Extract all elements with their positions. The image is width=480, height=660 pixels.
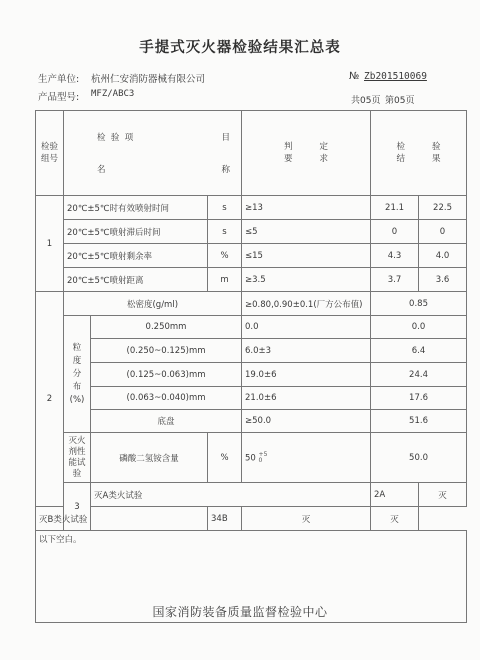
header-item (64, 111, 242, 196)
item-name: 0.250mm (91, 316, 242, 339)
header-row (36, 111, 467, 196)
item-unit: m (208, 268, 242, 292)
result-1: 3.7 (371, 268, 419, 292)
item-unit: % (208, 433, 242, 483)
header-item-left: 检 验 项 (97, 133, 134, 143)
result: 0.85 (371, 292, 467, 316)
result: 51.6 (371, 410, 467, 433)
table-row (36, 410, 467, 433)
header-item-right: 目 (221, 133, 231, 143)
group-number: 1 (36, 196, 64, 292)
result: 24.4 (371, 363, 467, 387)
table-row (36, 363, 467, 387)
header-result: 检 验 结 果 (371, 111, 467, 196)
requirement (242, 433, 371, 483)
requirement: 21.0±6 (242, 387, 371, 410)
item-name: 20℃±5℃喷射剩余率 (64, 244, 208, 268)
item-name: 灭B类火试验 (36, 507, 208, 531)
table-row (36, 339, 467, 363)
result-1: 灭 (419, 483, 467, 507)
model-label: 产品型号: (38, 92, 80, 103)
item-name: 20℃±5℃喷射滞后时间 (64, 220, 208, 244)
requirement: ≤5 (242, 220, 371, 244)
header-item-unit: 称 (221, 165, 231, 175)
result-2: 4.0 (419, 244, 467, 268)
requirement: ≥3.5 (242, 268, 371, 292)
table-row (36, 268, 467, 292)
table-row (36, 507, 467, 531)
remark-text: 以下空白。 (36, 531, 467, 623)
requirement: 6.0±3 (242, 339, 371, 363)
item-name: (0.063~0.040)mm (91, 387, 242, 410)
table-row (36, 244, 467, 268)
item-name: 松密度(g/ml) (64, 292, 242, 316)
header-group: 检验 组号 (36, 111, 64, 196)
table-row (36, 387, 467, 410)
result-2: 灭 (371, 507, 419, 531)
result: 17.6 (371, 387, 467, 410)
result-2: 3.6 (419, 268, 467, 292)
table-row (36, 196, 467, 220)
item-name: 20℃±5℃时有效喷射时间 (64, 196, 208, 220)
requirement: ≥50.0 (242, 410, 371, 433)
item-unit: s (208, 196, 242, 220)
table-row (36, 483, 467, 507)
result: 50.0 (371, 433, 467, 483)
group-number: 3 (64, 483, 91, 531)
tolerance-minus: 0 (258, 456, 263, 464)
manufacturer-value: 杭州仁安消防器械有限公司 (91, 74, 206, 85)
requirement-value: 50 (245, 453, 256, 463)
particle-size-label: 粒 度 分 布 (%) (64, 316, 91, 433)
result-1: 灭 (242, 507, 371, 531)
result-1: 21.1 (371, 196, 419, 220)
result-1: 4.3 (371, 244, 419, 268)
table-row (36, 316, 467, 339)
result: 0.0 (371, 316, 467, 339)
group-number: 2 (36, 292, 64, 507)
header-req: 判 定 要 求 (242, 111, 371, 196)
result-1: 0 (371, 220, 419, 244)
item-name: (0.250~0.125)mm (91, 339, 242, 363)
tolerance (259, 452, 268, 464)
requirement: 34B (208, 507, 242, 531)
requirement: ≤15 (242, 244, 371, 268)
report-title: 手提式灭火器检验结果汇总表 (139, 40, 341, 56)
issuing-organization: 国家消防装备质量监督检验中心 (152, 605, 328, 619)
tolerance-plus: +5 (258, 450, 268, 458)
requirement: 19.0±6 (242, 363, 371, 387)
results-table (35, 110, 467, 623)
table-row (36, 292, 467, 316)
item-unit: % (208, 244, 242, 268)
requirement: 0.0 (242, 316, 371, 339)
item-name: 20℃±5℃喷射距离 (64, 268, 208, 292)
header-item-name: 名 (97, 165, 106, 175)
page-current: 第05页 (385, 96, 415, 106)
result-2: 0 (419, 220, 467, 244)
requirement: 2A (371, 483, 419, 507)
report-no-prefix: № (349, 71, 360, 82)
model-value: MFZ/ABC3 (91, 89, 135, 99)
manufacturer-label: 生产单位: (38, 74, 80, 85)
report-no: Zb201510069 (364, 71, 427, 82)
table-row (36, 433, 467, 483)
item-name: 磷酸二氢铵含量 (91, 433, 208, 483)
item-name: 底盘 (91, 410, 242, 433)
requirement: ≥13 (242, 196, 371, 220)
item-name: 灭A类火试验 (91, 483, 371, 507)
result: 6.4 (371, 339, 467, 363)
result-2: 22.5 (419, 196, 467, 220)
table-row (36, 220, 467, 244)
item-name: (0.125~0.063)mm (91, 363, 242, 387)
requirement: ≥0.80,0.90±0.1(厂方公布值) (242, 292, 371, 316)
item-unit: s (208, 220, 242, 244)
agent-performance-label: 灭火 剂性 能试 验 (64, 433, 91, 483)
page-total: 共05页 (351, 96, 381, 106)
